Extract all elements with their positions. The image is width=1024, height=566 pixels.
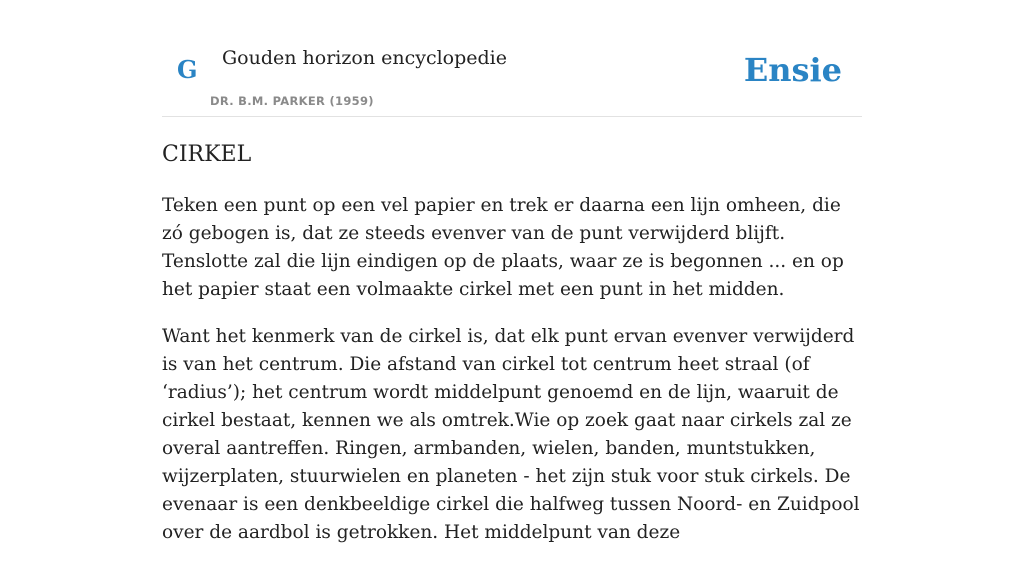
book-author: DR. B.M. PARKER (1959) bbox=[210, 94, 374, 108]
ensie-logo-link[interactable]: Ensie bbox=[743, 51, 842, 89]
entry-content bbox=[162, 192, 862, 566]
book-letter-logo[interactable]: G bbox=[177, 55, 198, 84]
book-title-link[interactable]: Gouden horizon encyclopedie bbox=[222, 47, 507, 69]
entry-paragraph: Want het kenmerk van de cirkel is, dat elk punt ervan evenver verwijderd is van het centrum. Die afstand van cirkel tot centrum heet straal (of ‘radius’); het centrum wordt middelpunt genoemd en de lijn, waaruit de cirkel bestaat, kennen we als omtrek.Wie op zoek gaat naar cirkels zal ze overal aantreffen. Ringen, armbanden, wielen, banden, muntstukken, wijzerplaten, stuurwielen en planeten - het zijn stuk voor stuk cirkels. De evenaar is een denkbeeldige cirkel die halfweg tussen Noord- en Zuidpool over de aardbol is getrokken. Het middelpunt van deze bbox=[162, 326, 860, 543]
entry-title: CIRKEL bbox=[162, 142, 252, 167]
book-header bbox=[162, 0, 862, 117]
entry-paragraph: Teken een punt op een vel papier en trek er daarna een lijn omheen, die zó gebogen is, dat ze steeds evenver van de punt verwijderd blijft. Tenslotte zal die lijn eindigen op de plaats, waar ze is begonnen ... en op het papier staat een volmaakte cirkel met een punt in het midden. bbox=[162, 195, 844, 300]
